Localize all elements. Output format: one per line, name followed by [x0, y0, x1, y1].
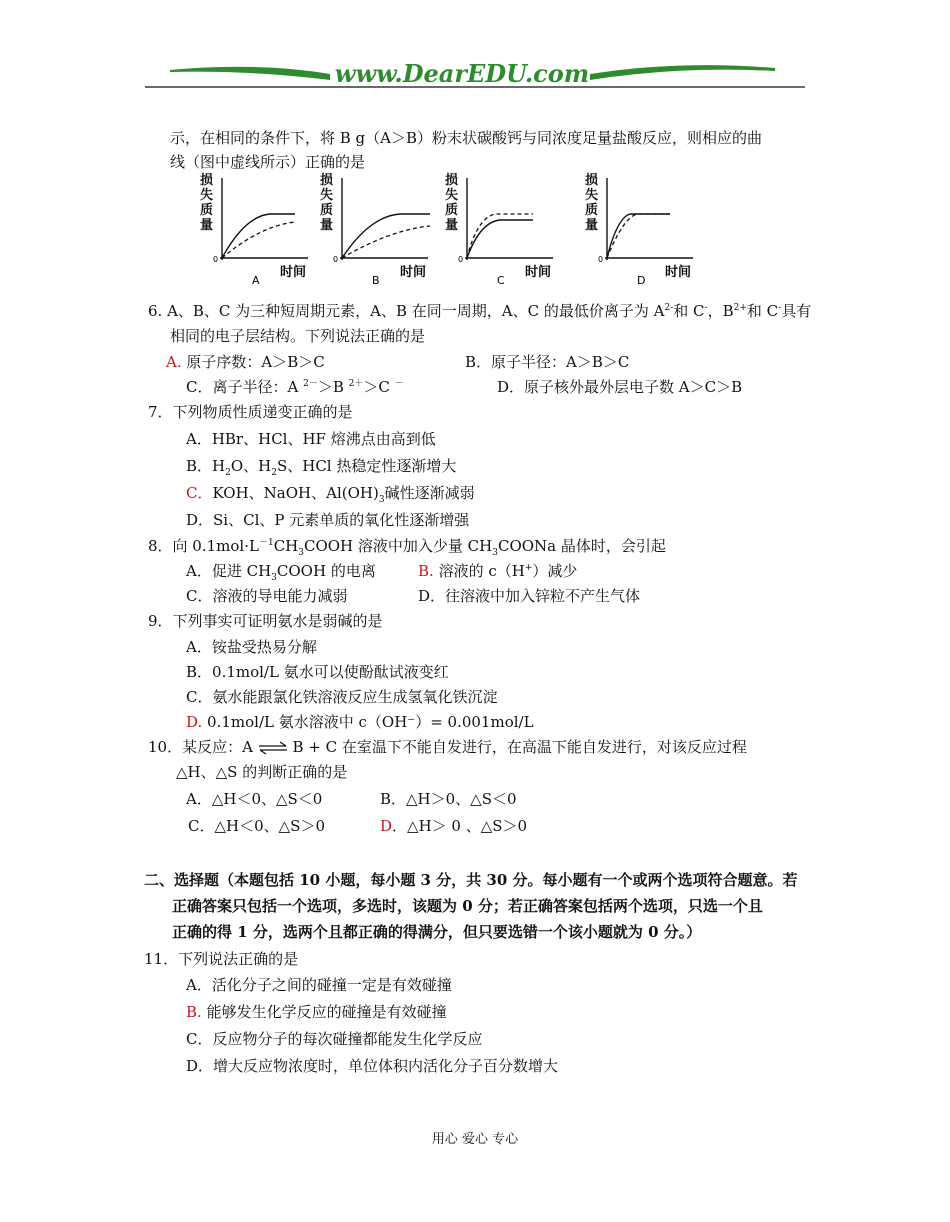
xlabel: 时间 [280, 265, 307, 280]
q11-option-c: C．反应物分子的每次碰撞都能发生化学反应 [186, 1030, 483, 1048]
q8-stem-s1: 3 [298, 548, 304, 558]
xlabel: 时间 [525, 265, 552, 280]
q6-sup1: 2- [664, 303, 674, 313]
solid-curve [222, 214, 295, 258]
q10-option-d [380, 816, 527, 836]
q6-stem [148, 301, 811, 321]
q10-answer-letter: D [380, 817, 393, 835]
q10-option-c: C．△H＜0、△S＞0 [188, 817, 325, 835]
ylabel-char: 失 [445, 188, 459, 203]
q6-stem-a: 6. A、B、C 为三种短周期元素，A、B 在同一周期，A、C 的最低价离子为 A [148, 302, 665, 320]
q7-c-a: KOH、NaOH、Al(OH) [212, 484, 379, 502]
ylabel-char: 失 [320, 188, 334, 203]
q10-stem-a: 10．某反应：A [148, 738, 258, 756]
q6-option-c [186, 377, 404, 397]
q6-stem-e: 具有 [781, 302, 812, 320]
q6-option-b: B．原子半径：A＞B＞C [465, 353, 630, 371]
figure-graphs [190, 170, 705, 292]
left-leaf-icon [170, 67, 330, 80]
q7-option-c [186, 483, 475, 503]
q11-option-d: D．增大反应物浓度时，单位体积内活化分子百分数增大 [186, 1057, 559, 1075]
q9-option-d-text: 0.1mol/L 氨水溶液中 c（OH⁻）= 0.001mol/L [202, 713, 534, 731]
q11-stem: 11．下列说法正确的是 [144, 950, 299, 968]
q6-option-a [166, 352, 325, 372]
q7-b-a: B．H [186, 457, 226, 475]
q8-stem-d: COONa 晶体时，会引起 [497, 537, 666, 555]
q8-b-a: 溶液的 c（H [433, 562, 525, 580]
q6-c-a: C．离子半径：A [186, 378, 304, 396]
header-banner [0, 0, 950, 100]
ylabel-char: 质 [445, 203, 459, 218]
solid-curve [467, 220, 533, 258]
q8-a-b: COOH 的电离 [276, 562, 376, 580]
q8-stem-b: CH [273, 537, 299, 555]
q8-stem-s2: 3 [492, 548, 498, 558]
q7-option-b [186, 456, 456, 476]
q11-option-a: A．活化分子之间的碰撞一定是有效碰撞 [186, 976, 452, 994]
q8-stem [148, 536, 666, 556]
page-footer: 用心 爱心 专心 [431, 1132, 519, 1147]
q6-stem2: 相同的电子层结构。下列说法正确的是 [170, 327, 426, 345]
q9-option-b: B．0.1mol/L 氨水可以使酚酞试液变红 [186, 663, 449, 681]
q6-c-s3: － [394, 379, 404, 389]
ylabel-char: 质 [320, 203, 334, 218]
q6-stem-b: 和 C [673, 302, 705, 320]
q10-stem-b: B + C 在室温下不能自发进行，在高温下能自发进行，对该反应过程 [287, 738, 747, 756]
q9-option-d [186, 712, 534, 732]
q10-option-d-text: ．△H＞ 0 、△S＞0 [392, 817, 528, 835]
q11-option-b-text: 能够发生化学反应的碰撞是有效碰撞 [201, 1003, 447, 1021]
q7-option-d: D．Si、Cl、P 元素单质的氧化性逐渐增强 [186, 511, 470, 529]
q8-stem-a: 8．向 0.1mol·L [148, 537, 259, 555]
q8-option-c: C．溶液的导电能力减弱 [186, 587, 348, 605]
ylabel-char: 量 [585, 218, 599, 233]
q6-option-d: D．原子核外最外层电子数 A＞C＞B [497, 378, 743, 396]
q8-answer-letter: B. [418, 562, 434, 580]
section2-heading-l1: 二、选择题（本题包括 10 小题，每小题 3 分，共 30 分。每小题有一个或两个选项符合题意。若 [144, 871, 798, 889]
right-leaf-icon [590, 65, 775, 80]
q6-sup2: - [704, 303, 708, 313]
q11-answer-letter: B. [186, 1003, 202, 1021]
section2-heading-l3: 正确的得 1 分，选两个且都正确的得满分，但只要选错一个该小题就为 0 分。） [172, 923, 702, 941]
q8-b-sup: + [524, 563, 533, 573]
q8-option-d: D．往溶液中加入锌粒不产生气体 [418, 587, 641, 605]
q6-sup3: 2+ [733, 303, 747, 313]
q7-b-s2: 2 [271, 468, 277, 478]
q8-b-b: ）减少 [532, 562, 578, 580]
ylabel-char: 量 [445, 218, 459, 233]
origin-label: 0 [598, 255, 604, 264]
q6-answer-letter: A. [166, 353, 182, 371]
q6-stem-d: 和 C [746, 302, 779, 320]
dashed-curve [342, 226, 430, 258]
q7-answer-letter: C． [186, 484, 213, 502]
q10-option-a: A．△H＜0、△S＜0 [186, 790, 323, 808]
ylabel-char: 失 [585, 188, 599, 203]
ylabel-char: 损 [320, 173, 334, 188]
q10-stem2: △H、△S 的判断正确的是 [176, 763, 348, 781]
figure-svg [190, 170, 705, 292]
q6-c-b: ＞B [317, 378, 349, 396]
q8-a-a: A．促进 CH [186, 562, 272, 580]
panel-label: C [497, 274, 505, 287]
q10-stem [148, 737, 747, 757]
ylabel-char: 损 [585, 173, 599, 188]
ylabel-char: 质 [585, 203, 599, 218]
q9-answer-letter: D. [186, 713, 203, 731]
ylabel-char: 量 [200, 218, 214, 233]
q6-sup4: - [778, 303, 782, 313]
page-header [0, 0, 950, 100]
q6-c-c: ＞C [363, 378, 395, 396]
q9-stem: 9．下列事实可证明氨水是弱碱的是 [148, 612, 383, 630]
q10-option-b: B．△H＞0、△S＜0 [380, 790, 517, 808]
ylabel-char: 损 [200, 173, 214, 188]
equilibrium-arrow-icon [258, 741, 288, 755]
dashed-curve [607, 214, 670, 258]
q5-line2: 线（图中虚线所示）正确的是 [170, 153, 366, 171]
q7-stem: 7．下列物质性质递变正确的是 [148, 403, 353, 421]
q9-option-c: C．氨水能跟氯化铁溶液反应生成氢氧化铁沉淀 [186, 688, 498, 706]
q5-line1: 示，在相同的条件下，将 B g（A＞B）粉末状碳酸钙与同浓度足量盐酸反应，则相应的曲 [170, 129, 763, 147]
origin-label: 0 [333, 255, 339, 264]
q7-option-a: A．HBr、HCl、HF 熔沸点由高到低 [186, 430, 436, 448]
q7-c-s: 3 [378, 495, 385, 505]
q11-option-b [186, 1002, 447, 1022]
q8-option-b [418, 561, 577, 581]
origin-label: 0 [213, 255, 219, 264]
q6-c-s2: 2＋ [348, 379, 364, 389]
panel-label: D [637, 274, 646, 287]
q6-option-a-text: 原子序数：A＞B＞C [181, 353, 325, 371]
ylabel-char: 质 [200, 203, 214, 218]
q7-b-b: O、H [230, 457, 272, 475]
xlabel: 时间 [665, 265, 692, 280]
section2-heading-l2: 正确答案只包括一个选项，多选时，该题为 0 分；若正确答案包括两个选项，只选一个且 [172, 897, 763, 915]
q8-stem-sup: －1 [258, 538, 274, 548]
xlabel: 时间 [400, 265, 427, 280]
q8-a-s: 3 [271, 573, 277, 583]
q9-option-a: A．铵盐受热易分解 [186, 638, 317, 656]
q7-b-s1: 2 [225, 468, 231, 478]
panel-label: A [252, 274, 260, 287]
q8-stem-c: COOH 溶液中加入少量 CH [303, 537, 493, 555]
ylabel-char: 量 [320, 218, 334, 233]
q7-c-b: 碱性逐渐减弱 [384, 484, 475, 502]
site-logo-text: www.DearEDU.com [334, 59, 590, 88]
ylabel-char: 失 [200, 188, 214, 203]
ylabel-char: 损 [445, 173, 459, 188]
panel-label: B [372, 274, 380, 287]
q6-stem-c: ，B [707, 302, 734, 320]
q7-b-c: S、HCl 热稳定性逐渐增大 [276, 457, 457, 475]
origin-label: 0 [458, 255, 464, 264]
q8-option-a [186, 561, 376, 581]
q6-c-s1: 2－ [303, 379, 318, 389]
